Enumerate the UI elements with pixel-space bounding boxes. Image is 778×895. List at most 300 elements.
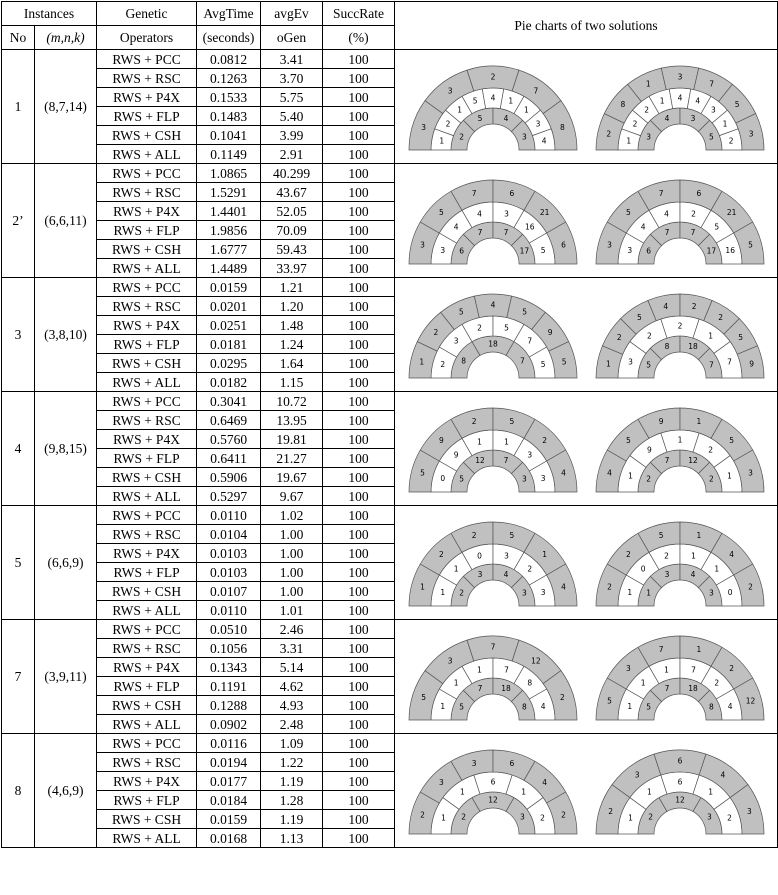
operator-cell: RWS + PCC	[97, 620, 197, 639]
pie-chart-svg	[408, 746, 578, 836]
instance-4-solution-2-middle-label: 2	[663, 550, 669, 560]
instance-6-solution-2-inner-label: 3	[706, 812, 712, 821]
instance-3-solution-2-inner-label: 2	[708, 474, 714, 483]
solution-pie-chart	[595, 632, 765, 722]
instance-3-solution-1-middle-label: 9	[453, 450, 459, 460]
instance-4-solution-1-outer-label: 1	[419, 582, 425, 592]
instance-0-solution-1-middle-label: 2	[445, 119, 450, 128]
instance-1-solution-1-middle-label: 4	[453, 222, 459, 232]
avgtime-cell: 0.0103	[197, 544, 261, 563]
avgtime-cell: 0.0184	[197, 791, 261, 810]
instance-4-solution-2-outer-label: 2	[606, 582, 612, 592]
succrate-cell: 100	[323, 601, 395, 620]
instance-3-solution-1-outer-label: 9	[438, 435, 444, 445]
succrate-cell: 100	[323, 50, 395, 69]
succrate-cell: 100	[323, 240, 395, 259]
instance-2-solution-1-outer-label: 9	[547, 327, 553, 337]
avgtime-cell: 0.6469	[197, 411, 261, 430]
instance-2-solution-2-outer-label: 5	[737, 332, 743, 342]
pie-chart-svg	[595, 518, 765, 608]
operator-cell: RWS + P4X	[97, 430, 197, 449]
avgev-cell: 2.91	[261, 145, 323, 164]
instance-1-solution-2-middle-label: 3	[626, 245, 632, 255]
avgev-cell: 10.72	[261, 392, 323, 411]
instance-0-solution-1-middle-label: 5	[472, 96, 478, 106]
instance-4-solution-2-middle-label: 1	[626, 587, 632, 597]
instance-2-solution-1-outer-label: 5	[561, 356, 567, 366]
instance-3-solution-2-middle-label: 2	[707, 444, 713, 454]
instance-2-solution-2-middle-label: 7	[726, 356, 732, 366]
solution-pie-chart	[595, 62, 765, 152]
instance-mnk: (6,6,9)	[35, 506, 97, 620]
instance-4-solution-1-middle-label: 1	[453, 564, 459, 574]
avgtime-cell: 0.0295	[197, 354, 261, 373]
pie-charts-cell	[395, 392, 778, 506]
instance-3-solution-1-inner-label: 12	[474, 455, 485, 465]
instance-4-solution-1-outer-label: 1	[541, 549, 547, 559]
operator-cell: RWS + ALL	[97, 829, 197, 848]
instance-6-solution-1-middle-label: 6	[490, 777, 495, 786]
solution-pie-chart	[595, 404, 765, 494]
avgtime-cell: 1.9856	[197, 221, 261, 240]
pie-pair	[395, 404, 777, 494]
instance-3-solution-2-middle-label: 1	[627, 470, 633, 480]
instance-0-solution-2-outer-label: 7	[708, 79, 714, 89]
instance-1-solution-2-middle-label: 4	[663, 208, 669, 218]
instance-4-solution-1-outer-label: 2	[471, 530, 477, 540]
instance-0-solution-1-outer-label: 8	[559, 122, 565, 132]
pie-charts-cell	[395, 620, 778, 734]
avgev-cell: 19.67	[261, 468, 323, 487]
instance-2-solution-1-outer-label: 4	[490, 300, 495, 309]
solution-pie-chart	[408, 518, 578, 608]
instance-mnk: (3,9,11)	[35, 620, 97, 734]
instance-2-solution-2-middle-label: 1	[707, 330, 713, 340]
instance-6-solution-1-middle-label: 1	[459, 786, 465, 796]
avgtime-cell: 0.0110	[197, 601, 261, 620]
instance-2-solution-1-middle-label: 5	[503, 322, 509, 332]
instance-3-solution-1-middle-label: 3	[540, 473, 546, 483]
pie-chart-svg	[595, 176, 765, 266]
instance-3-solution-1-inner-label: 3	[521, 474, 527, 483]
avgev-cell: 4.62	[261, 677, 323, 696]
pie-pair	[395, 290, 777, 380]
instance-3-solution-1-inner-label: 7	[503, 455, 508, 465]
avgev-cell: 1.22	[261, 753, 323, 772]
instance-4-solution-1-middle-label: 0	[476, 550, 482, 560]
instance-no: 7	[2, 620, 35, 734]
instance-4-solution-2-outer-label: 5	[658, 530, 664, 540]
succrate-cell: 100	[323, 430, 395, 449]
succrate-cell: 100	[323, 658, 395, 677]
instance-0-solution-2-outer-label: 8	[620, 99, 625, 109]
avgtime-cell: 1.0865	[197, 164, 261, 183]
solution-pie-chart	[595, 176, 765, 266]
instance-5-solution-1-outer-label: 12	[530, 655, 541, 665]
instance-2-solution-1-outer-label: 5	[458, 307, 464, 317]
pie-charts-cell	[395, 50, 778, 164]
instance-0-solution-1-middle-label: 1	[523, 105, 529, 115]
pie-pair	[395, 176, 777, 266]
succrate-cell: 100	[323, 563, 395, 582]
instance-0-solution-1-middle-label: 3	[535, 119, 540, 128]
instance-4-solution-1-middle-label: 2	[526, 564, 532, 574]
avgtime-cell: 0.0107	[197, 582, 261, 601]
instance-2-solution-1-outer-label: 1	[418, 356, 424, 366]
instance-no: 5	[2, 506, 35, 620]
table-row	[2, 164, 778, 183]
instance-6-solution-1-middle-label: 1	[440, 812, 446, 822]
header-avgtime-unit: (seconds)	[197, 26, 261, 50]
succrate-cell: 100	[323, 297, 395, 316]
succrate-cell: 100	[323, 487, 395, 506]
instance-0-solution-2-middle-label: 2	[643, 105, 649, 115]
instance-4-solution-1-outer-label: 2	[438, 549, 444, 559]
instance-2-solution-2-outer-label: 2	[616, 332, 622, 342]
succrate-cell: 100	[323, 791, 395, 810]
instance-3-solution-1-inner-label: 5	[458, 474, 464, 483]
instance-0-solution-2-inner-label: 4	[664, 113, 669, 123]
instance-3-solution-1-outer-label: 5	[419, 468, 425, 478]
succrate-cell: 100	[323, 544, 395, 563]
instance-2-solution-2-middle-label: 3	[627, 356, 633, 366]
avgtime-cell: 0.5297	[197, 487, 261, 506]
avgtime-cell: 0.0902	[197, 715, 261, 734]
operator-cell: RWS + ALL	[97, 145, 197, 164]
avgtime-cell: 0.0168	[197, 829, 261, 848]
instance-0-solution-2-outer-label: 3	[748, 128, 754, 138]
avgev-cell: 33.97	[261, 259, 323, 278]
operator-cell: RWS + ALL	[97, 601, 197, 620]
instance-6-solution-1-outer-label: 2	[560, 810, 566, 820]
pie-chart-svg	[408, 518, 578, 608]
instance-5-solution-1-outer-label: 3	[447, 655, 453, 665]
instance-1-solution-1-middle-label: 4	[476, 208, 482, 218]
succrate-cell: 100	[323, 582, 395, 601]
instance-5-solution-1-middle-label: 1	[439, 701, 445, 711]
instance-0-solution-2-middle-label: 4	[694, 96, 700, 106]
instance-6-solution-1-middle-label: 1	[520, 786, 526, 796]
pie-chart-svg	[408, 632, 578, 722]
avgev-cell: 13.95	[261, 411, 323, 430]
pie-chart-svg	[595, 62, 765, 152]
instance-0-solution-2-middle-label: 2	[632, 119, 637, 128]
instance-0-solution-1-outer-label: 3	[447, 85, 453, 95]
instance-0-solution-1-middle-label: 1	[507, 96, 513, 106]
instance-3-solution-2-middle-label: 1	[726, 470, 732, 480]
succrate-cell: 100	[323, 335, 395, 354]
avgev-cell: 5.14	[261, 658, 323, 677]
avgtime-cell: 1.4401	[197, 202, 261, 221]
instance-3-solution-1-middle-label: 0	[439, 473, 445, 483]
succrate-cell: 100	[323, 677, 395, 696]
succrate-cell: 100	[323, 278, 395, 297]
instance-3-solution-1-outer-label: 4	[560, 468, 566, 478]
instance-5-solution-1-inner-label: 8	[521, 702, 527, 711]
avgtime-cell: 0.3041	[197, 392, 261, 411]
avgtime-cell: 0.0194	[197, 753, 261, 772]
avgev-cell: 70.09	[261, 221, 323, 240]
instance-2-solution-1-middle-label: 3	[453, 336, 459, 346]
instance-1-solution-1-inner-label: 7	[503, 227, 508, 237]
instance-0-solution-1-outer-label: 2	[490, 72, 495, 81]
instance-0-solution-1-middle-label: 1	[456, 105, 462, 115]
instance-5-solution-1-middle-label: 4	[540, 701, 546, 711]
instance-0-solution-1-inner-label: 5	[477, 113, 482, 123]
avgev-cell: 5.40	[261, 107, 323, 126]
avgev-cell: 1.28	[261, 791, 323, 810]
instance-0-solution-2-inner-label: 3	[645, 132, 651, 141]
avgtime-cell: 0.0182	[197, 373, 261, 392]
instance-5-solution-2-middle-label: 4	[727, 701, 733, 711]
succrate-cell: 100	[323, 126, 395, 145]
instance-2-solution-2-outer-label: 2	[717, 312, 723, 322]
succrate-cell: 100	[323, 411, 395, 430]
instance-1-solution-2-middle-label: 16	[724, 245, 735, 255]
solution-pie-chart	[408, 404, 578, 494]
operator-cell: RWS + FLP	[97, 449, 197, 468]
succrate-cell: 100	[323, 373, 395, 392]
avgtime-cell: 0.0110	[197, 506, 261, 525]
instance-0-solution-1-middle-label: 1	[438, 136, 444, 145]
avgtime-cell: 0.1041	[197, 126, 261, 145]
header-no: No	[2, 26, 35, 50]
header-genetic-ops: Operators	[97, 26, 197, 50]
instance-5-solution-1-outer-label: 2	[559, 692, 565, 702]
instance-6-solution-2-middle-label: 1	[707, 786, 713, 796]
instance-0-solution-2-outer-label: 3	[677, 72, 682, 81]
instance-0-solution-1-inner-label: 2	[458, 132, 464, 141]
instance-1-solution-1-inner-label: 17	[519, 246, 529, 255]
instance-3-solution-2-outer-label: 9	[658, 416, 664, 426]
avgev-cell: 3.41	[261, 50, 323, 69]
operator-cell: RWS + ALL	[97, 715, 197, 734]
avgev-cell: 5.75	[261, 88, 323, 107]
instance-2-solution-1-inner-label: 8	[460, 356, 466, 365]
instance-0-solution-2-outer-label: 1	[645, 79, 651, 89]
avgev-cell: 19.81	[261, 430, 323, 449]
avgev-cell: 1.00	[261, 525, 323, 544]
avgtime-cell: 0.0159	[197, 810, 261, 829]
operator-cell: RWS + RSC	[97, 753, 197, 772]
avgev-cell: 1.48	[261, 316, 323, 335]
succrate-cell: 100	[323, 221, 395, 240]
avgev-cell: 2.46	[261, 620, 323, 639]
avgtime-cell: 0.0181	[197, 335, 261, 354]
instance-0-solution-2-middle-label: 3	[710, 105, 716, 115]
instance-2-solution-1-outer-label: 2	[433, 327, 438, 337]
avgtime-cell: 1.4489	[197, 259, 261, 278]
avgev-cell: 21.27	[261, 449, 323, 468]
instance-4-solution-1-middle-label: 3	[540, 587, 546, 597]
instance-2-solution-1-middle-label: 7	[526, 336, 532, 346]
instance-3-solution-1-middle-label: 1	[476, 436, 482, 446]
instance-2-solution-1-middle-label: 5	[540, 359, 546, 369]
succrate-cell: 100	[323, 145, 395, 164]
avgev-cell: 1.00	[261, 544, 323, 563]
avgev-cell: 1.19	[261, 810, 323, 829]
solution-pie-chart	[595, 746, 765, 836]
avgtime-cell: 1.6777	[197, 240, 261, 259]
succrate-cell: 100	[323, 183, 395, 202]
instance-2-solution-2-outer-label: 4	[662, 301, 668, 311]
operator-cell: RWS + PCC	[97, 50, 197, 69]
instance-5-solution-2-inner-label: 18	[687, 683, 698, 693]
instance-4-solution-2-inner-label: 3	[664, 569, 669, 579]
instance-3-solution-2-outer-label: 5	[625, 435, 631, 445]
instance-5-solution-2-inner-label: 5	[645, 702, 651, 711]
operator-cell: RWS + PCC	[97, 506, 197, 525]
avgtime-cell: 0.1263	[197, 69, 261, 88]
header-genetic: Genetic	[97, 2, 197, 26]
instance-6-solution-1-outer-label: 3	[471, 758, 477, 768]
avgtime-cell: 0.5760	[197, 430, 261, 449]
instance-1-solution-1-outer-label: 6	[509, 188, 514, 198]
succrate-cell: 100	[323, 392, 395, 411]
avgev-cell: 3.31	[261, 639, 323, 658]
instance-3-solution-1-middle-label: 3	[526, 450, 532, 460]
avgtime-cell: 0.0159	[197, 278, 261, 297]
operator-cell: RWS + RSC	[97, 411, 197, 430]
succrate-cell: 100	[323, 525, 395, 544]
avgtime-cell: 0.1149	[197, 145, 261, 164]
succrate-cell: 100	[323, 715, 395, 734]
avgtime-cell: 0.0177	[197, 772, 261, 791]
instance-2-solution-2-outer-label: 1	[605, 358, 611, 368]
succrate-cell: 100	[323, 772, 395, 791]
instance-3-solution-1-outer-label: 5	[509, 416, 514, 426]
avgev-cell: 1.20	[261, 297, 323, 316]
instance-5-solution-2-middle-label: 1	[626, 701, 632, 711]
instance-2-solution-2-middle-label: 2	[677, 321, 682, 330]
pie-charts-cell	[395, 734, 778, 848]
succrate-cell: 100	[323, 107, 395, 126]
pie-chart-svg	[595, 632, 765, 722]
operator-cell: RWS + CSH	[97, 240, 197, 259]
instance-no: 2’	[2, 164, 35, 278]
instance-5-solution-2-outer-label: 1	[696, 644, 701, 654]
instance-5-solution-2-outer-label: 2	[728, 663, 734, 673]
instance-5-solution-1-middle-label: 8	[526, 678, 532, 688]
succrate-cell: 100	[323, 354, 395, 373]
instance-4-solution-2-outer-label: 4	[728, 549, 734, 559]
avgtime-cell: 0.1533	[197, 88, 261, 107]
operator-cell: RWS + ALL	[97, 259, 197, 278]
instance-3-solution-2-inner-label: 12	[687, 455, 698, 465]
instance-1-solution-2-outer-label: 21	[726, 207, 736, 217]
instance-0-solution-2-middle-label: 4	[677, 93, 682, 102]
instance-1-solution-1-outer-label: 6	[560, 240, 566, 250]
instance-3-solution-2-middle-label: 9	[646, 444, 652, 454]
instance-no: 1	[2, 50, 35, 164]
operator-cell: RWS + CSH	[97, 354, 197, 373]
instance-2-solution-1-middle-label: 2	[476, 322, 482, 332]
avgtime-cell: 0.0104	[197, 525, 261, 544]
instance-6-solution-2-outer-label: 4	[720, 769, 725, 779]
header-succ-unit: (%)	[323, 26, 395, 50]
instance-2-solution-1-outer-label: 5	[521, 307, 527, 317]
instance-1-solution-2-outer-label: 5	[747, 240, 753, 250]
instance-6-solution-2-middle-label: 2	[726, 812, 732, 822]
avgev-cell: 1.00	[261, 582, 323, 601]
instance-0-solution-1-middle-label: 4	[541, 136, 547, 145]
instance-0-solution-1-outer-label: 3	[420, 122, 426, 132]
instance-6-solution-2-middle-label: 6	[677, 777, 682, 786]
operator-cell: RWS + RSC	[97, 69, 197, 88]
instance-5-solution-2-middle-label: 2	[713, 678, 719, 688]
pie-chart-svg	[408, 176, 578, 266]
avgev-cell: 3.70	[261, 69, 323, 88]
header-avgtime: AvgTime	[197, 2, 261, 26]
instance-mnk: (3,8,10)	[35, 278, 97, 392]
solution-pie-chart	[408, 176, 578, 266]
instance-2-solution-1-inner-label: 18	[487, 339, 498, 348]
operator-cell: RWS + FLP	[97, 677, 197, 696]
avgtime-cell: 0.5906	[197, 468, 261, 487]
instance-5-solution-2-middle-label: 7	[690, 664, 696, 674]
avgtime-cell: 0.0510	[197, 620, 261, 639]
pie-pair	[395, 62, 777, 152]
avgev-cell: 3.99	[261, 126, 323, 145]
pie-pair	[395, 746, 777, 836]
solution-pie-chart	[595, 290, 765, 380]
instance-1-solution-1-middle-label: 3	[439, 245, 445, 255]
avgtime-cell: 0.0251	[197, 316, 261, 335]
instance-0-solution-2-inner-label: 5	[708, 132, 714, 141]
table-row	[2, 392, 778, 411]
table-row	[2, 506, 778, 525]
instance-0-solution-2-outer-label: 5	[734, 99, 740, 109]
instance-4-solution-1-middle-label: 1	[439, 587, 445, 597]
succrate-cell: 100	[323, 810, 395, 829]
instance-5-solution-1-outer-label: 7	[490, 642, 495, 651]
instance-5-solution-2-inner-label: 8	[708, 702, 714, 711]
avgtime-cell: 0.0116	[197, 734, 261, 753]
instance-4-solution-2-inner-label: 3	[708, 588, 714, 597]
instance-6-solution-1-outer-label: 3	[438, 777, 444, 787]
operator-cell: RWS + FLP	[97, 221, 197, 240]
instance-2-solution-2-middle-label: 2	[646, 330, 652, 340]
avgev-cell: 1.02	[261, 506, 323, 525]
instance-2-solution-2-inner-label: 18	[687, 341, 698, 351]
instance-0-solution-1-outer-label: 7	[533, 85, 538, 95]
instance-6-solution-2-outer-label: 3	[746, 806, 752, 816]
instance-3-solution-2-middle-label: 1	[677, 435, 682, 444]
instance-6-solution-2-middle-label: 1	[627, 812, 633, 822]
succrate-cell: 100	[323, 639, 395, 658]
instance-1-solution-1-outer-label: 7	[471, 188, 477, 198]
results-table	[1, 1, 778, 848]
instance-5-solution-1-inner-label: 18	[500, 683, 511, 693]
succrate-cell: 100	[323, 202, 395, 221]
instance-0-solution-1-middle-label: 4	[490, 93, 495, 102]
succrate-cell: 100	[323, 696, 395, 715]
operator-cell: RWS + PCC	[97, 392, 197, 411]
avgev-cell: 59.43	[261, 240, 323, 259]
header-pies: Pie charts of two solutions	[395, 2, 778, 50]
instance-6-solution-2-outer-label: 6	[677, 756, 682, 765]
operator-cell: RWS + RSC	[97, 639, 197, 658]
operator-cell: RWS + CSH	[97, 696, 197, 715]
instance-1-solution-1-middle-label: 16	[524, 222, 535, 232]
instance-0-solution-2-outer-label: 2	[605, 128, 611, 138]
avgev-cell: 40.299	[261, 164, 323, 183]
instance-4-solution-1-inner-label: 3	[477, 569, 482, 579]
succrate-cell: 100	[323, 753, 395, 772]
pie-chart-svg	[595, 404, 765, 494]
instance-0-solution-2-middle-label: 1	[659, 96, 665, 106]
instance-3-solution-1-middle-label: 1	[503, 436, 509, 446]
